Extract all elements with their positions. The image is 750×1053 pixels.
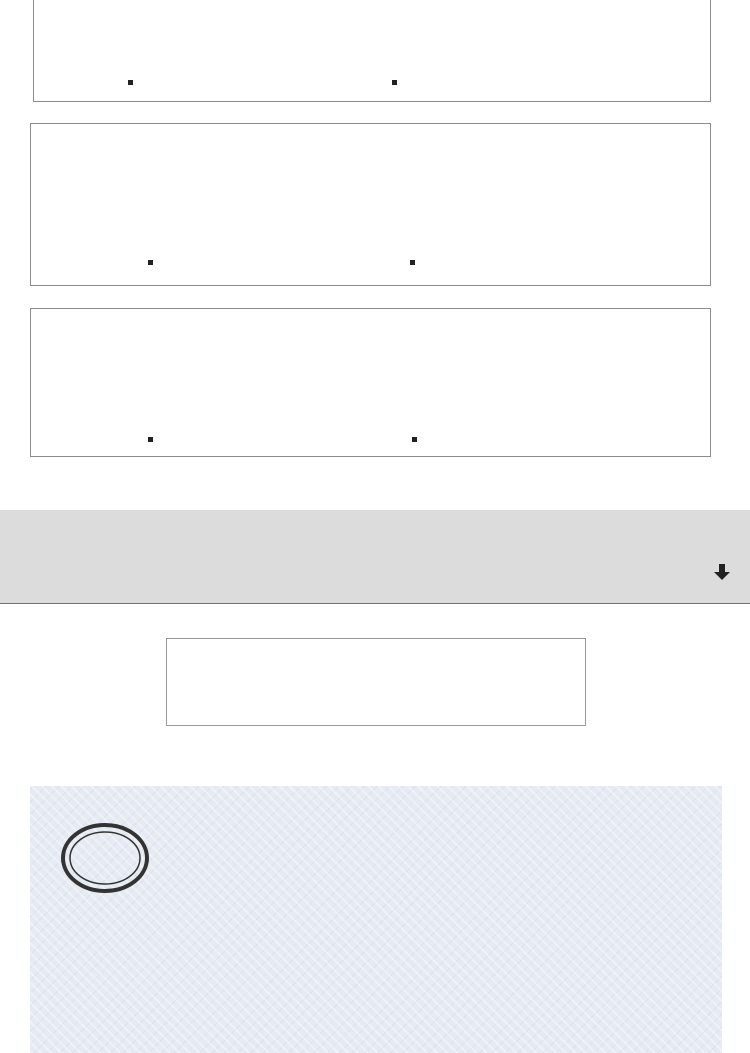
ccc-logo-icon: [60, 822, 150, 894]
certification-badge: [166, 638, 586, 726]
section-banner: [0, 510, 750, 604]
wiring-diagrams: [0, 0, 750, 470]
arrow-down-icon: [712, 562, 732, 582]
